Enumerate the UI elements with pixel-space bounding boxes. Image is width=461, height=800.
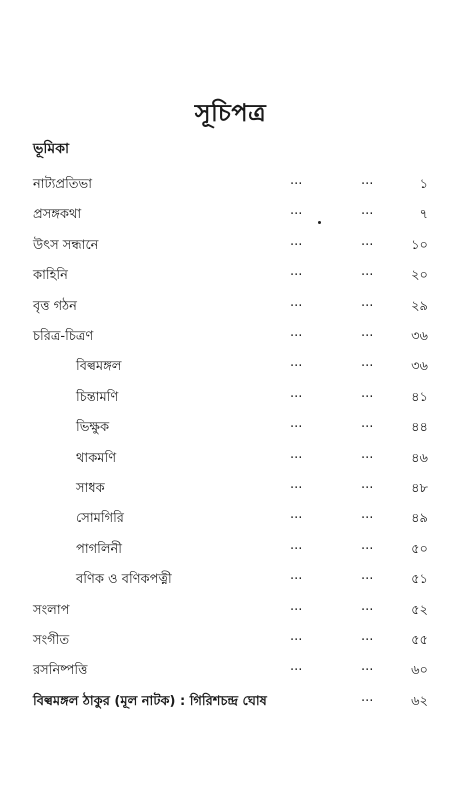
toc-page-number: ৬০ bbox=[411, 663, 428, 679]
leader-dots: ... bbox=[361, 629, 374, 644]
leader-dots: ... bbox=[290, 203, 303, 219]
toc-entry bbox=[0, 234, 461, 256]
toc-entry-label: সংলাপ bbox=[33, 602, 70, 618]
stray-mark bbox=[318, 221, 321, 224]
toc-page-number: ৪৬ bbox=[411, 450, 428, 466]
toc-page-number: ৫২ bbox=[411, 602, 428, 618]
toc-entry bbox=[0, 416, 461, 438]
toc-entry bbox=[0, 447, 461, 469]
toc-entry bbox=[0, 538, 461, 560]
toc-entry-label: চিন্তামণি bbox=[76, 389, 119, 405]
leader-dots: ... bbox=[290, 416, 303, 432]
toc-entry-label: সোমগিরি bbox=[76, 511, 124, 527]
toc-page-number: ৩৬ bbox=[411, 359, 428, 375]
leader-dots: ... bbox=[361, 446, 374, 462]
leader-dots: ... bbox=[361, 233, 374, 249]
toc-entry bbox=[0, 659, 461, 681]
toc-entry bbox=[0, 690, 461, 712]
leader-dots: ... bbox=[290, 659, 303, 675]
toc-entry bbox=[0, 325, 461, 347]
leader-dots: ... bbox=[361, 689, 374, 705]
leader-dots: ... bbox=[361, 537, 374, 553]
leader-dots: ... bbox=[290, 355, 303, 371]
leader-dots: ... bbox=[290, 537, 303, 553]
toc-entry-label: কাহিনি bbox=[33, 268, 68, 284]
toc-page-number: ৩৬ bbox=[411, 329, 428, 344]
toc-page-number: ৫০ bbox=[411, 541, 428, 557]
toc-page-number: ৫১ bbox=[411, 572, 428, 588]
leader-dots: ... bbox=[361, 416, 374, 432]
toc-entry-label: উৎস সন্ধানে bbox=[33, 237, 99, 253]
toc-page-number: ৫৫ bbox=[411, 633, 428, 648]
leader-dots: ... bbox=[290, 507, 303, 523]
leader-dots: ... bbox=[361, 355, 374, 371]
toc-page-number: ৪৪ bbox=[411, 420, 428, 436]
toc-entry bbox=[0, 355, 461, 377]
toc-page-number: ৪৮ bbox=[411, 481, 428, 496]
leader-dots: ... bbox=[290, 598, 303, 614]
leader-dots: ... bbox=[290, 629, 303, 644]
toc-entry-label: বৃত্ত গঠন bbox=[33, 298, 77, 314]
leader-dots: ... bbox=[361, 173, 374, 188]
toc-entry bbox=[0, 295, 461, 317]
leader-dots: ... bbox=[361, 264, 374, 280]
leader-dots: ... bbox=[361, 325, 374, 340]
leader-dots: ... bbox=[290, 233, 303, 249]
toc-entry-label: বিল্বমঙ্গল ঠাকুর (মূল নাটক) : গিরিশচন্দ্র ঘোষ bbox=[33, 693, 267, 709]
toc-page-number: ৪৯ bbox=[411, 511, 428, 527]
toc-entry bbox=[0, 629, 461, 651]
toc-entry-label: থাকমণি bbox=[76, 450, 117, 466]
leader-dots: ... bbox=[361, 568, 374, 584]
toc-page-number: ৬২ bbox=[411, 693, 428, 709]
toc-entry-label: সাধক bbox=[76, 481, 105, 496]
section-heading: ভূমিকা bbox=[33, 141, 70, 157]
leader-dots: ... bbox=[290, 477, 303, 492]
leader-dots: ... bbox=[361, 477, 374, 492]
leader-dots: ... bbox=[290, 294, 303, 310]
leader-dots: ... bbox=[361, 598, 374, 614]
toc-entry-label: রসনিষ্পত্তি bbox=[33, 663, 88, 679]
toc-page-number: ২৯ bbox=[411, 298, 428, 314]
leader-dots: ... bbox=[290, 173, 303, 188]
toc-entry-label: প্রসঙ্গকথা bbox=[33, 207, 82, 223]
leader-dots: ... bbox=[290, 568, 303, 584]
toc-page-number: ৪১ bbox=[411, 389, 428, 405]
leader-dots: ... bbox=[361, 507, 374, 523]
toc-entry bbox=[0, 477, 461, 499]
leader-dots: ... bbox=[290, 385, 303, 401]
toc-page-number: ৭ bbox=[419, 207, 428, 223]
toc-page-number: ২০ bbox=[411, 268, 428, 284]
toc-entry bbox=[0, 203, 461, 225]
leader-dots: ... bbox=[361, 294, 374, 310]
toc-entry bbox=[0, 507, 461, 529]
toc-entry-label: পাগলিনী bbox=[76, 541, 122, 557]
toc-entry-label: বিল্বমঙ্গল bbox=[76, 359, 122, 375]
leader-dots: ... bbox=[361, 385, 374, 401]
page-title: সূচিপত্র bbox=[194, 99, 267, 127]
toc-entry-label: চরিত্র-চিত্রণ bbox=[33, 329, 94, 344]
leader-dots: ... bbox=[361, 203, 374, 219]
toc-entry-label: বণিক ও বণিকপত্নী bbox=[76, 572, 172, 588]
toc-entry bbox=[0, 386, 461, 408]
toc-page-number: ১০ bbox=[411, 237, 428, 253]
toc-entry bbox=[0, 264, 461, 286]
leader-dots: ... bbox=[290, 325, 303, 340]
toc-entry bbox=[0, 568, 461, 590]
toc-entry bbox=[0, 173, 461, 195]
toc-page-number: ১ bbox=[419, 177, 428, 192]
toc-entry-label: ভিক্ষুক bbox=[76, 420, 110, 436]
leader-dots: ... bbox=[290, 264, 303, 280]
toc-entry-label: সংগীত bbox=[33, 633, 70, 648]
toc-entry bbox=[0, 599, 461, 621]
leader-dots: ... bbox=[290, 446, 303, 462]
toc-entry-label: নাট্যপ্রতিভা bbox=[33, 177, 93, 192]
leader-dots: ... bbox=[361, 659, 374, 675]
